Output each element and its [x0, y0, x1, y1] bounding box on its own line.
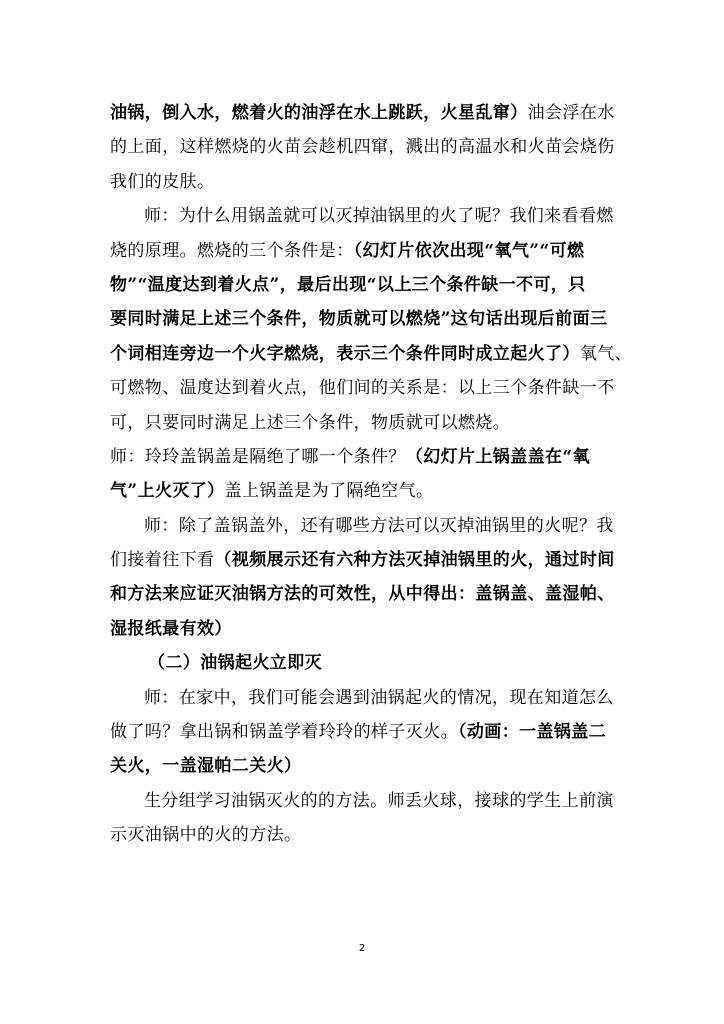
text-line — [110, 543, 616, 577]
text-run: 烧的原理。燃烧的三个条件是： — [110, 240, 354, 261]
bold-run: 油锅，倒入水，燃着火的油浮在水上跳跃，火星乱窜） — [110, 103, 528, 123]
text-run: 可，只要同时满足上述三个条件，物质就可以燃烧。 — [110, 412, 511, 433]
text-line — [110, 96, 616, 130]
bold-run: 气”上火灭了） — [110, 481, 225, 502]
text-line — [110, 509, 616, 543]
text-line — [110, 612, 616, 646]
text-line — [110, 302, 616, 336]
text-run: 示灭油锅中的火的方法。 — [110, 825, 302, 846]
text-line — [110, 337, 633, 371]
text-run: 师：在家中，我们可能会遇到油锅起火的情况，现在知道怎么 — [144, 687, 614, 708]
text-run: 氧气、 — [579, 343, 633, 364]
text-line — [110, 784, 616, 818]
bold-run: 和方法来应证灭油锅方法的可效性，从中得出：盖锅盖、盖湿帕、 — [110, 584, 615, 605]
text-run: 可燃物、温度达到着火点，他们间的关系是：以上三个条件缺一不 — [110, 378, 615, 399]
text-line — [110, 474, 616, 508]
text-line — [110, 234, 616, 268]
text-line — [110, 268, 616, 302]
text-run: 的上面，这样燃烧的火苗会趁机四窜，溅出的高温水和火苗会烧伤 — [110, 137, 615, 158]
text-run: 生分组学习油锅灭火的的方法。师丢火球，接球的学生上前演 — [144, 790, 614, 811]
text-line — [110, 199, 616, 233]
text-run: 油会浮在水 — [527, 103, 615, 123]
text-line — [110, 681, 616, 715]
text-run: 盖上锅盖是为了隔绝空气。 — [224, 481, 434, 502]
text-line — [110, 406, 616, 440]
text-run: 我们的皮肤。 — [110, 171, 215, 192]
bold-run: 要同时满足上述三个条件，物质就可以燃烧”这句话出现后前面三 — [110, 309, 608, 330]
bold-run: （视频展示还有六种方法灭掉油锅里的火，通过时间 — [214, 550, 615, 571]
body-text — [110, 96, 633, 853]
text-line — [110, 577, 616, 611]
text-line — [110, 440, 616, 474]
text-line — [110, 818, 616, 852]
text-run: 们接着往下看 — [110, 550, 215, 571]
text-run: 师：除了盖锅盖外，还有哪些方法可以灭掉油锅里的火呢？我 — [144, 515, 614, 536]
bold-run: 个词相连旁边一个火字燃烧，表示三个条件同时成立起火了） — [110, 343, 580, 364]
bold-run: 湿报纸最有效） — [110, 618, 232, 639]
text-line — [110, 130, 616, 164]
bold-run: （幻灯片上锅盖盖在“氧 — [405, 446, 590, 467]
text-run: 做了吗？拿出锅和锅盖学着玲玲的样子灭火。 — [110, 722, 458, 743]
page-number: 2 — [358, 943, 366, 954]
bold-run: （幻灯片依次出现“氧气”“可燃 — [353, 240, 585, 261]
text-line — [110, 749, 616, 783]
bold-run: （动画：一盖锅盖二 — [458, 722, 607, 743]
text-line — [110, 165, 616, 199]
text-line — [110, 371, 616, 405]
text-run: 师：玲玲盖锅盖是隔绝了哪一个条件？ — [110, 446, 406, 467]
bold-run: 物”“温度达到着火点”，最后出现“以上三个条件缺一不可，只 — [110, 274, 586, 295]
bold-run: （二）油锅起火立即灭 — [148, 653, 322, 674]
text-run: 师：为什么用锅盖就可以灭掉油锅里的火了呢？我们来看看燃 — [144, 206, 614, 227]
text-line — [110, 715, 616, 749]
section-heading — [110, 646, 616, 680]
bold-run: 关火，一盖湿帕二关火） — [110, 756, 302, 777]
